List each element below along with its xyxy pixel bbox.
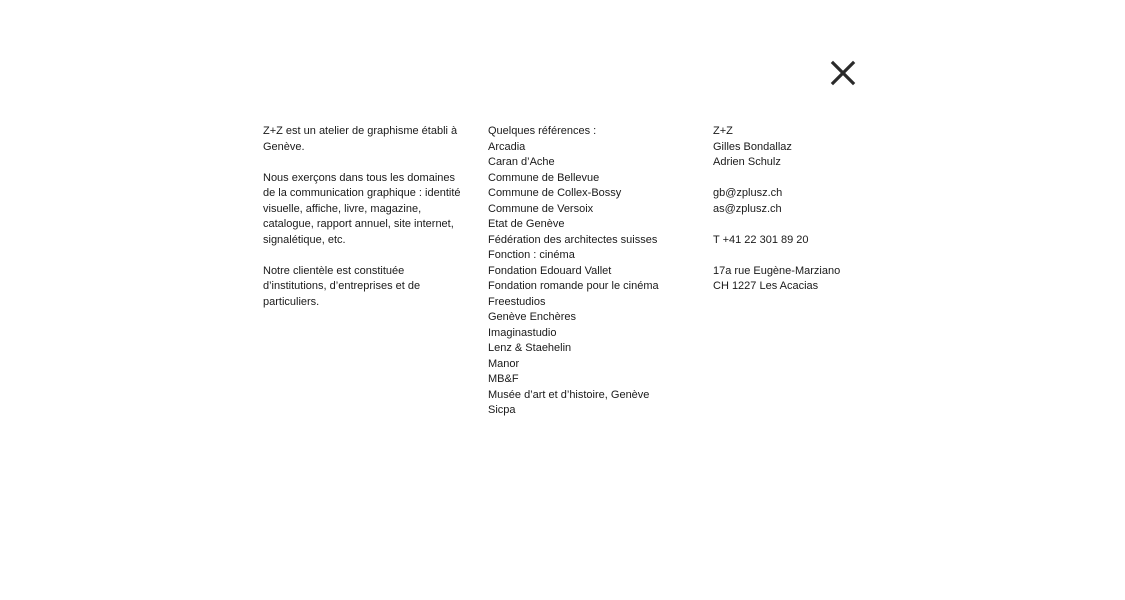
reference-item: Freestudios xyxy=(488,295,546,308)
close-button[interactable] xyxy=(828,58,858,88)
spacer xyxy=(713,171,893,187)
studio-name: Z+Z xyxy=(713,125,733,137)
phone-number: T +41 22 301 89 20 xyxy=(713,233,809,246)
reference-item: Commune de Collex-Bossy xyxy=(488,187,622,199)
reference-item: Arcadia xyxy=(488,140,526,153)
spacer xyxy=(713,248,893,264)
reference-item: MB&F xyxy=(488,373,519,385)
spacer xyxy=(713,217,893,233)
close-icon xyxy=(828,58,858,88)
reference-item: Manor xyxy=(488,357,520,370)
about-column xyxy=(263,124,463,326)
email-link[interactable]: as@zplusz.ch xyxy=(713,202,782,215)
reference-item: Fondation Edouard Vallet xyxy=(488,264,612,277)
reference-item: Musée d’art et d’histoire, Genève xyxy=(488,388,650,401)
references-column xyxy=(488,124,698,419)
address-line: CH 1227 Les Acacias xyxy=(713,280,819,292)
person-name: Adrien Schulz xyxy=(713,156,781,168)
reference-item: Caran d’Ache xyxy=(488,156,555,168)
reference-item: Genève Enchères xyxy=(488,311,577,323)
person-name: Gilles Bondallaz xyxy=(713,140,792,153)
about-services: Nous exerçons dans tous les domaines de la communication graphique : identité visuelle, affiche, livre, magazine, catalogue, rapport annuel, site internet, signalétique, etc. xyxy=(263,171,461,246)
about-intro: Z+Z est un atelier de graphisme établi à Genève. xyxy=(263,125,458,153)
references-heading: Quelques références : xyxy=(488,125,597,137)
reference-item: Sicpa xyxy=(488,404,516,416)
reference-item: Fédération des architectes suisses xyxy=(488,233,658,246)
contact-column xyxy=(713,124,893,295)
reference-item: Lenz & Staehelin xyxy=(488,342,572,354)
email-link[interactable]: gb@zplusz.ch xyxy=(713,187,783,199)
reference-item: Fondation romande pour le cinéma xyxy=(488,280,659,292)
address-line: 17a rue Eugène-Marziano xyxy=(713,264,841,277)
reference-item: Commune de Bellevue xyxy=(488,171,600,184)
reference-item: Imaginastudio xyxy=(488,326,557,339)
reference-item: Fonction : cinéma xyxy=(488,249,575,261)
reference-item: Etat de Genève xyxy=(488,218,565,230)
about-clients: Notre clientèle est constituée d’institutions, d’entreprises et de particuliers. xyxy=(263,264,421,308)
reference-item: Commune de Versoix xyxy=(488,202,594,215)
